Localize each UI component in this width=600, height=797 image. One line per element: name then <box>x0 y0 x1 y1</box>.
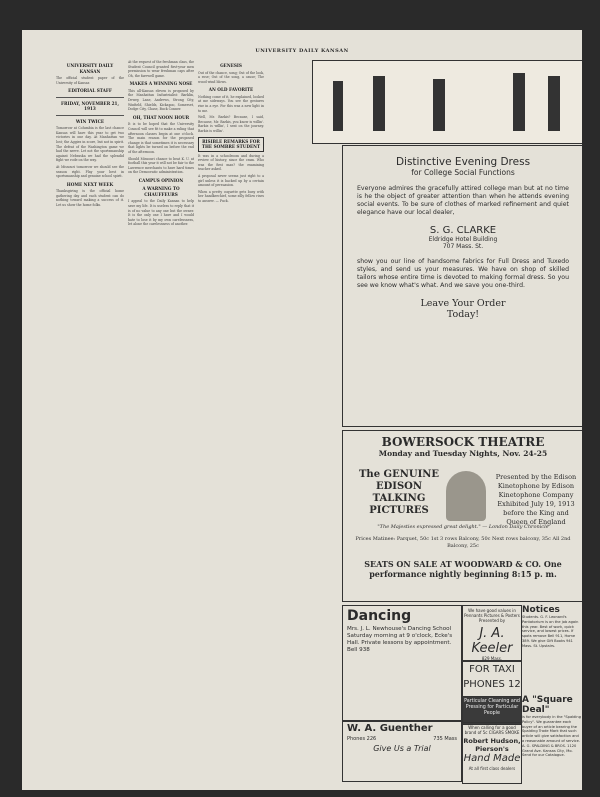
edison-portrait <box>446 471 486 521</box>
editorial-body: At Missouri tomorrow we should see the season right. Play your best in sportsmanship and genuine school spirit. <box>56 164 124 179</box>
risible-heading: RISIBLE REMARKS FOR THE SOMBRE STUDENT <box>198 137 264 152</box>
opinion-body: I appeal to the Daily Kansan to help save my life. It is useless to reply that it is of no value to any one but the owner. It is the only one I have and I would hate to lose it by my own carelessness, let alone the carelessness of another. <box>128 199 194 227</box>
literary-body: It was in a schoolroom and during a review of history, since the cram. Who was the first man? the examining teacher asked. <box>198 153 264 172</box>
keeler-top: We have good values in Pennants Pictures & Posters Presented by <box>464 608 520 623</box>
opinion-body: This all-Kansas eleven is proposed by the Manhattan Industrialist: Barklin, Dewey, Lane, Andrews, Strong City, Winfield, Shields, Kickapoo, Somerset, Dodge City, Chase, Buck Conner. <box>128 88 194 112</box>
leave-order: Leave Your Order <box>420 298 506 309</box>
newspaper-page <box>22 30 582 790</box>
bowersock-theatre-ad <box>342 430 582 602</box>
editorial-staff-heading: EDITORIAL STAFF <box>68 88 112 94</box>
figure-man <box>548 76 560 131</box>
square-deal-ad <box>522 695 582 780</box>
notices-title: Notices <box>522 605 560 615</box>
ad-body: show you our line of handsome fabrics for Full Dress and Tuxedo styles, and send us your measures. We have on shop of skilled tailors whose entire time is devoted to making formal dress. So you see we know what's what. And we save you one-third. <box>357 258 569 289</box>
ticket-prices: Prices Matinee: Parquet, 50c 1st 3 rows Balcony, 50c Next rows balcony, 35c All 2nd Balcony, 25c <box>355 536 571 549</box>
evening-dress-ad <box>342 145 582 427</box>
square-deal-title: A "Square Deal" <box>522 695 573 715</box>
paper-title: UNIVERSITY DAILY KANSAN <box>66 63 114 74</box>
genesis-heading: GENESIS <box>220 63 242 68</box>
keeler-ad <box>462 605 522 662</box>
keeler-signature: J. A. Keeler <box>471 626 513 656</box>
dealer-hotel: Eldridge Hotel Building <box>428 236 498 243</box>
taxi-ad <box>462 660 522 697</box>
figure-man <box>513 73 525 131</box>
cigar-bottom: At all first class dealers <box>468 766 516 771</box>
dress-illustration <box>312 60 582 144</box>
cigar-top: When calling for a good brand of 5c CIGARS SMOKE <box>464 725 520 735</box>
literary-body: When a pretty coquette gets busy with her handkerchief, some silly fellow rises to answer. — Puck. <box>198 189 264 203</box>
editorial-body: Tomorrow at Columbia is the last chance Kansas will have this year to get two victories in one day. At Manhattan we lost; the Aggies in score, but not in spirit. The defeat of the Washington game we had the nerve. Let not the sportsmanship against Nebraska we had the splendid fight we rode on the way. <box>56 126 124 163</box>
opinion-body: Should Missouri chance to beat K. U. at football this year it will not be fair to the Lawrence merchants to have hard times on the Democratic administration. <box>128 156 194 175</box>
ad-title: Distinctive Evening Dress <box>395 156 531 168</box>
win-twice-heading: WIN TWICE <box>75 118 105 124</box>
notices-ad <box>522 605 582 690</box>
guenther-street: 735 Mass <box>433 736 457 742</box>
dancing-text: Mrs. J. L. Newhouse's Dancing School Saturday morning at 9 o'clock, Ecke's Hall. Private lessons by appointment. Bell 938 <box>347 626 453 653</box>
opinion-body: It is to be hoped that the University Council will see fit to make a ruling that afternoon classes begin at one o'clock. The main reason for the proposed change is that sometimes it is necessary that lights be turned on before the end of the afternoon. <box>128 122 194 154</box>
figure-man <box>433 79 445 131</box>
cigar-name: Robert Hudson, Pierson's <box>463 737 521 753</box>
dancing-title: Dancing <box>347 608 412 624</box>
guenther-ad <box>342 720 462 782</box>
literary-body: Well, Mr. Barkis? Because, I said, Because, Mr. Barkis, you know is willin'. Barkis is willin', I sent on the journey. Barkis is willin'. <box>198 115 264 133</box>
notices-text: Students. G. F. Leonard's Pantatorium is on the job again this year. Best of work, quick service, and lowest prices. If spots remove Bell 911, Home 389. We give Gift Books 941 Mass. St. Upstairs. <box>522 615 579 648</box>
paper-subtitle: The official student paper of the University of Kansas <box>56 76 124 85</box>
noon-hour-heading: OH, THAT NOON HOUR <box>132 114 190 120</box>
cleaning-ad <box>462 696 522 725</box>
keeler-address: 829 Mass. <box>481 656 503 661</box>
figure-man <box>333 81 343 131</box>
theatre-name: BOWERSOCK THEATRE <box>381 435 545 449</box>
old-favorite-heading: AN OLD FAVORITE <box>208 87 254 93</box>
figure-man <box>373 76 385 131</box>
guenther-slogan: Give Us a Trial <box>373 744 431 753</box>
press-quote: "The Majesties expressed great delight." — London Daily Chronicle <box>377 524 549 530</box>
chauffeur-heading: A WARNING TO CHAUFFEURS <box>142 186 180 197</box>
dancing-ad <box>342 605 462 722</box>
home-next-week-heading: HOME NEXT WEEK <box>66 181 114 187</box>
presented-by: Presented by the Edison Kinetophone by Edison Kinetophone Company Exhibited July 19, 1913 before the King and Queen of England <box>495 473 577 526</box>
seats-on-sale: SEATS ON SALE AT WOODWARD & CO. One performance nightly beginning 8:15 p. m. <box>364 559 562 579</box>
genuine-heading: The GENUINE EDISON TALKING PICTURES <box>358 469 440 516</box>
literary-body: Nothing come of it, he explained, looked at me sideways. You see the gestures rise in a eye. For this was a new light in to me. <box>198 94 264 113</box>
taxi-line1: FOR TAXI <box>469 664 515 675</box>
date-line: FRIDAY, NOVEMBER 21, 1913 <box>61 100 119 112</box>
dealer-address: 707 Mass. St. <box>442 243 484 250</box>
guenther-name: W. A. Guenther <box>347 723 433 734</box>
column-opinion <box>128 60 194 780</box>
cigar-hand-made: Hand Made <box>463 753 521 764</box>
dealer-name: S. G. CLARKE <box>429 225 497 236</box>
taxi-line2: PHONES 12 <box>463 679 521 690</box>
today-text: Today! <box>446 309 480 320</box>
editorial-body: Thanksgiving is the official home gathering day and each student can do nothing toward making a success of it. Let us show the home folks. <box>56 189 124 207</box>
ad-subtitle: for College Social Functions <box>411 168 515 177</box>
poem: Out of the chance, song; Out of the look, a rose; Out of the song, a cause; The wood wind blows. <box>198 70 264 84</box>
cleaning-text: Particular Cleaning and Pressing for Particular People <box>464 699 520 716</box>
masthead: UNIVERSITY DAILY KANSAN <box>255 48 349 54</box>
column-editorial <box>56 60 124 780</box>
opinion-body: At the request of the freshman class, the Student Council granted first-year men permission to wear freshman caps after Oh, the farewell game. <box>128 60 194 78</box>
literary-body: A proposal never seems just right to a girl unless it is backed up by a certain amount of persuasion. <box>198 173 264 188</box>
ad-body: Everyone admires the gracefully attired college man but at no time is he the object of greater attention than when he attends evening social events. To be sure of clothes of marked refinement and quiet elegance have our local dealer, <box>357 185 569 216</box>
campus-opinion-heading: CAMPUS OPINION <box>138 177 184 183</box>
cigar-ad <box>462 722 522 784</box>
column-literary <box>198 60 264 780</box>
theatre-dates: Monday and Tuesday Nights, Nov. 24-25 <box>378 449 548 458</box>
makes-winning-heading: MAKES A WINNING NOSE <box>129 81 193 87</box>
guenther-phones: Phones 226 <box>347 736 377 742</box>
square-deal-text: is for everybody in the "Spalding Policy". We guarantee each buyer of an article bearing the Spalding Trade Mark that such article will give satisfaction and a reasonable amount of service. A. G. SPALDING & BROS. 1120 Grand Ave. Kansas City, Mo. Send for our Catalogue. <box>522 715 581 758</box>
